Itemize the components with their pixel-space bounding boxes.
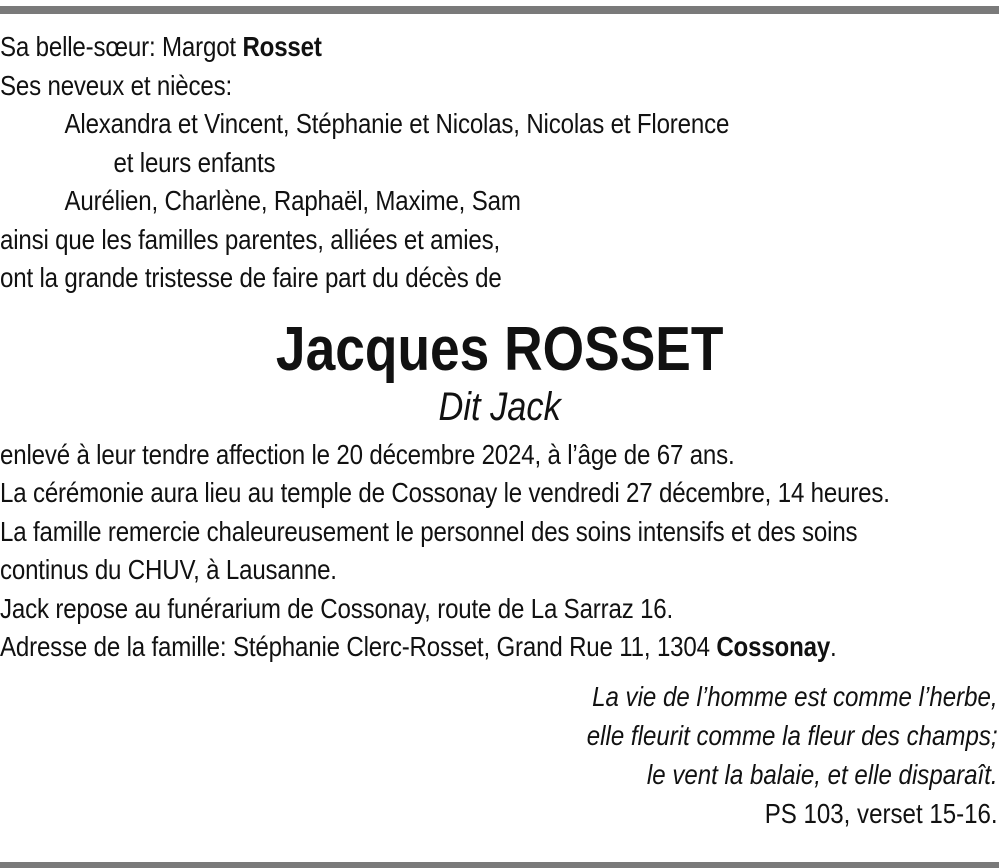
- verse-line-3: le vent la balaie, et elle disparaît.: [646, 758, 998, 790]
- bottom-border-bar: [0, 862, 999, 868]
- sister-in-law-surname: Rosset: [242, 31, 322, 62]
- deceased-nickname: Dit Jack: [438, 384, 561, 429]
- family-address-text: Adresse de la famille: Stéphanie Clerc-Rosset, Grand Rue 11, 1304: [0, 631, 717, 662]
- sister-in-law-line: [0, 28, 859, 67]
- funeral-home-line: Jack repose au funérarium de Cossonay, route de La Sarraz 16.: [0, 592, 674, 624]
- nephews-list-line-1: Alexandra et Vincent, Stéphanie et Nicolas, Nicolas et Florence: [64, 108, 730, 139]
- ceremony-line: La cérémonie aura lieu au temple de Cossonay le vendredi 27 décembre, 14 heures.: [0, 477, 890, 508]
- relatives-line: ainsi que les familles parentes, alliées et amies,: [0, 223, 501, 255]
- thanks-line-1: La famille remercie chaleureusement le personnel des soins intensifs et des soins: [0, 515, 858, 547]
- announcement-line: ont la grande tristesse de faire part du décès de: [0, 262, 502, 293]
- death-date-line: enlevé à leur tendre affection le 20 décembre 2024, à l’âge de 67 ans.: [0, 438, 735, 470]
- grandchildren-list: Aurélien, Charlène, Raphaël, Maxime, Sam: [64, 185, 521, 216]
- sister-in-law-text: Sa belle-sœur: Margot: [0, 31, 243, 62]
- nephews-heading: Ses neveux et nièces:: [0, 69, 232, 101]
- verse-reference: PS 103, verset 15-16.: [764, 797, 998, 829]
- family-address-line: [0, 628, 859, 667]
- nephews-list-line-2: et leurs enfants: [113, 146, 276, 178]
- thanks-line-2: continus du CHUV, à Lausanne.: [0, 554, 337, 585]
- family-address-city: Cossonay: [716, 631, 831, 662]
- top-border-bar: [0, 6, 999, 14]
- verse-line-2: elle fleurit comme la fleur des champs;: [586, 719, 998, 751]
- verse-spacer: [0, 667, 859, 677]
- verse-line-1: La vie de l’homme est comme l’herbe,: [592, 680, 998, 712]
- deceased-name: Jacques ROSSET: [275, 314, 724, 384]
- family-address-period: .: [830, 631, 837, 662]
- obituary-notice: [0, 28, 998, 833]
